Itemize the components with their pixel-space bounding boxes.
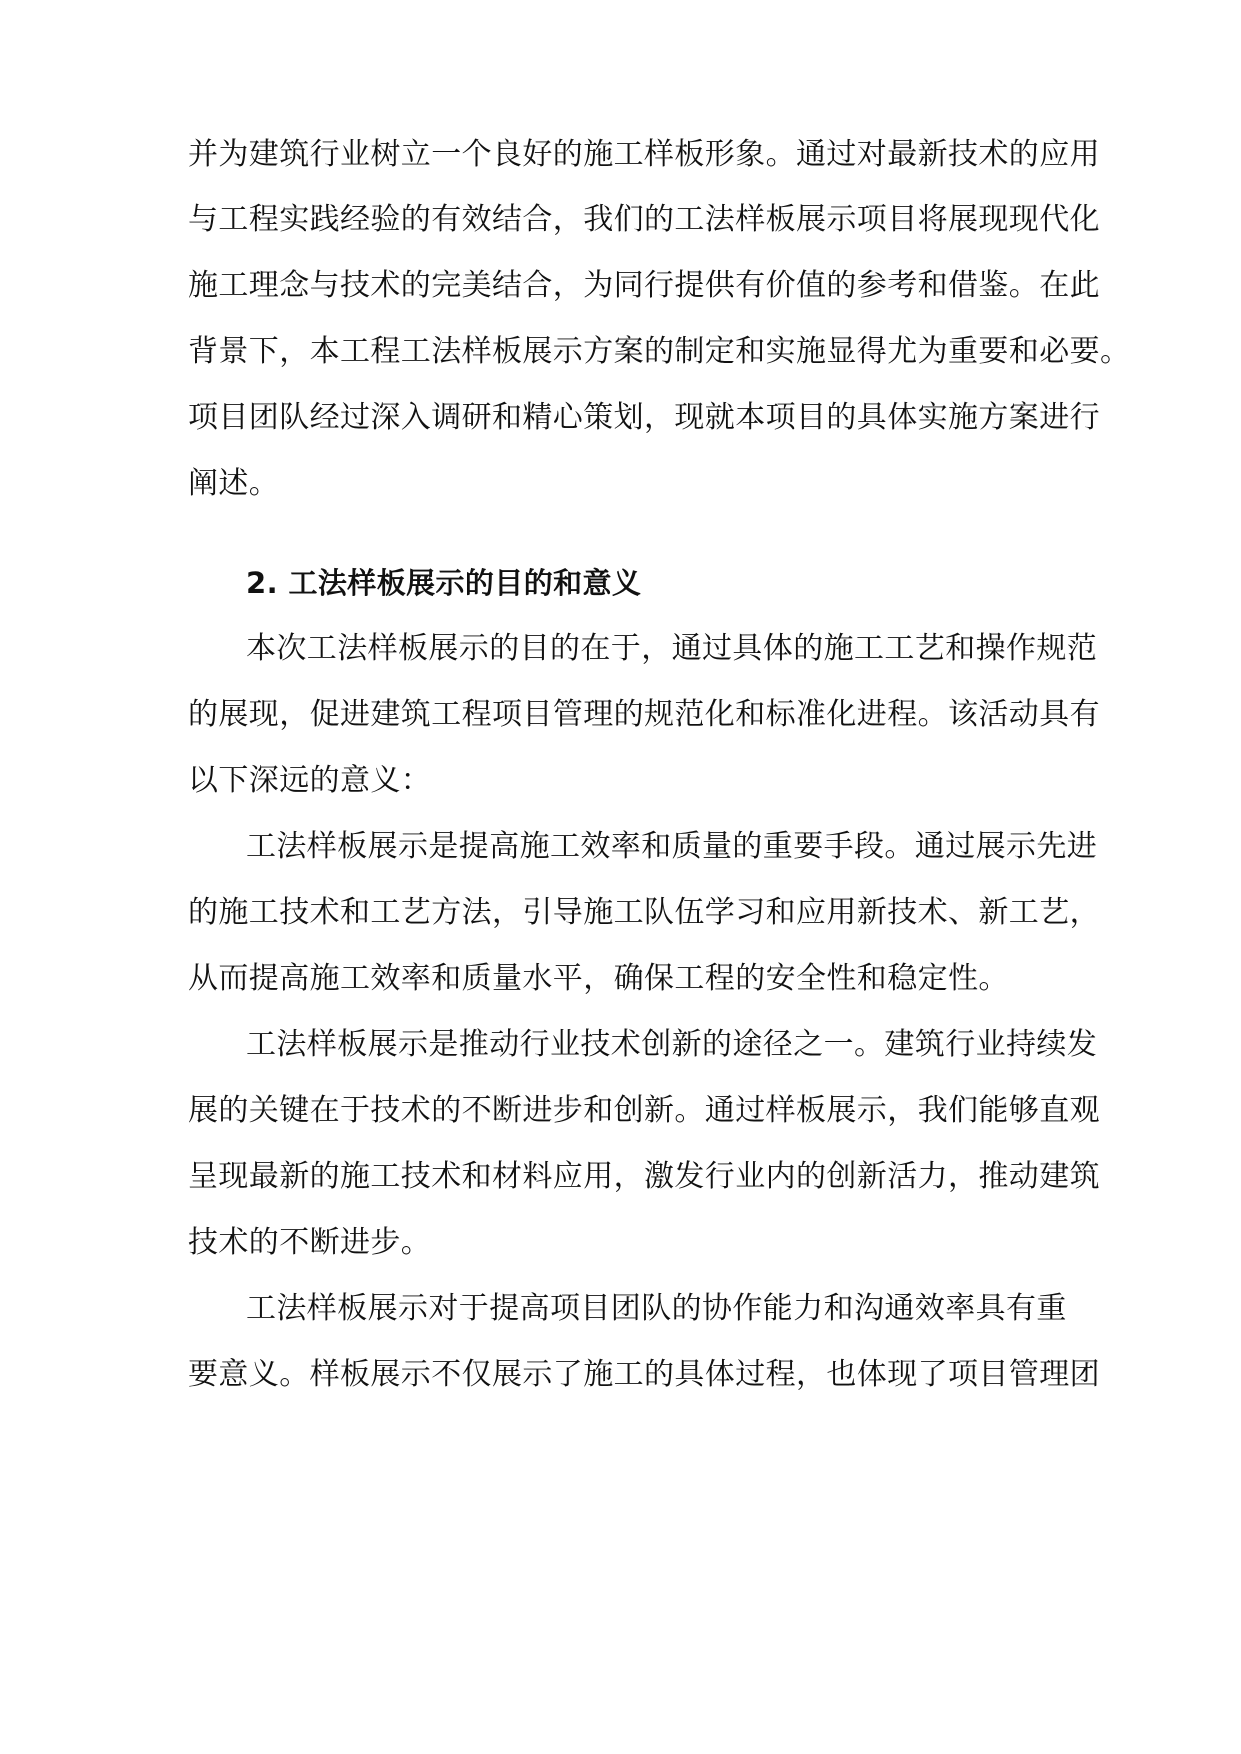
intro-line-1: 并为建筑行业树立一个良好的施工样板形象。通过对最新技术的应用 [188, 137, 1100, 172]
para2-line-1: 工法样板展示是提高施工效率和质量的重要手段。通过展示先进 [246, 829, 1098, 864]
para1-line-1: 本次工法样板展示的目的在于，通过具体的施工工艺和操作规范 [246, 631, 1098, 666]
intro-line-5: 项目团队经过深入调研和精心策划，现就本项目的具体实施方案进行 [188, 400, 1100, 435]
intro-line-4: 背景下，本工程工法样板展示方案的制定和实施显得尤为重要和必要。 [188, 334, 1131, 369]
para3-line-4: 技术的不断进步。 [188, 1225, 432, 1260]
para2-line-2: 的施工技术和工艺方法，引导施工队伍学习和应用新技术、新工艺， [188, 895, 1100, 930]
para1-line-2: 的展现，促进建筑工程项目管理的规范化和标准化进程。该活动具有 [188, 697, 1100, 732]
intro-line-6: 阐述。 [188, 466, 280, 501]
para3-line-1: 工法样板展示是推动行业技术创新的途径之一。建筑行业持续发 [246, 1027, 1098, 1062]
intro-line-2: 与工程实践经验的有效结合，我们的工法样板展示项目将展现现代化 [188, 202, 1100, 237]
para4-line-1: 工法样板展示对于提高项目团队的协作能力和沟通效率具有重 [246, 1291, 1067, 1326]
section-heading: 2. 工法样板展示的目的和意义 [246, 566, 642, 600]
para3-line-2: 展的关键在于技术的不断进步和创新。通过样板展示，我们能够直观 [188, 1093, 1100, 1128]
para1-line-3: 以下深远的意义： [188, 763, 432, 798]
intro-line-3: 施工理念与技术的完美结合，为同行提供有价值的参考和借鉴。在此 [188, 268, 1100, 303]
para4-line-2: 要意义。样板展示不仅展示了施工的具体过程，也体现了项目管理团 [188, 1357, 1100, 1392]
para2-line-3: 从而提高施工效率和质量水平，确保工程的安全性和稳定性。 [188, 961, 1009, 996]
para3-line-3: 呈现最新的施工技术和材料应用，激发行业内的创新活力，推动建筑 [188, 1159, 1100, 1194]
